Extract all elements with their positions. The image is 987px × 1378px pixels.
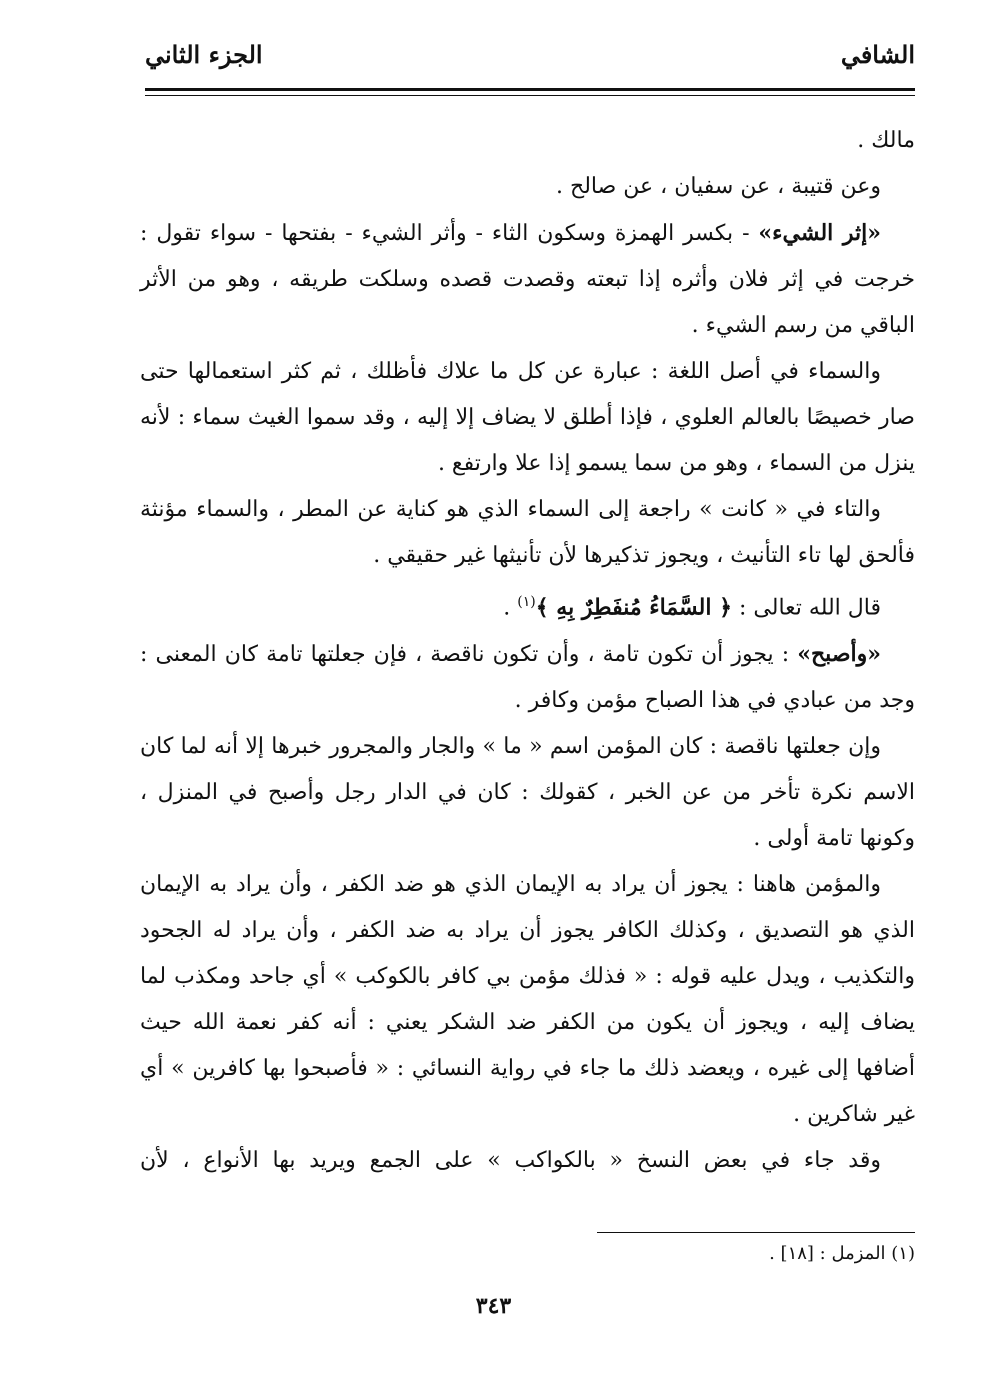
book-title: الشافي bbox=[840, 40, 915, 69]
paragraph-text: . bbox=[503, 595, 518, 621]
paragraph bbox=[140, 631, 915, 724]
paragraph: والتاء في « كانت » راجعة إلى السماء الذي هو كناية عن المطر ، والسماء مؤنثة فألحق لها تاء التأنيث ، ويجوز تذكيرها لأن تأنيثها غير حقيقي . bbox=[140, 497, 915, 568]
keyword: «إثر الشيء» bbox=[758, 220, 881, 246]
page-number: ٣٤٣ bbox=[475, 1293, 512, 1319]
paragraph-text: - بكسر الهمزة وسكون الثاء - وأثر الشيء - بفتحها - سواء تقول : خرجت في إثر فلان وأثره إذا تبعته وقصدت قصده وسلكت طريقه ، وهو من الأثر الباقي من رسم الشيء . bbox=[140, 221, 915, 338]
keyword: «وأصبح» bbox=[797, 641, 881, 668]
paragraph: وعن قتيبة ، عن سفيان ، عن صالح . bbox=[556, 174, 881, 199]
footnote-rule bbox=[597, 1232, 915, 1233]
quran-citation bbox=[140, 579, 915, 631]
running-header bbox=[145, 40, 915, 90]
main-text bbox=[140, 118, 915, 1184]
paragraph: وإن جعلتها ناقصة : كان المؤمن اسم « ما » والجار والمجرور خبرها إلا أنه لما كان الاسم نكرة تأخر من عن الخبر ، كقولك : كان في الدار رجل وأصبح في المنزل ، وكونها تامة أولى . bbox=[140, 734, 915, 852]
paragraph-text: قال الله تعالى : bbox=[732, 595, 881, 621]
paragraph bbox=[140, 210, 915, 349]
quran-verse: ﴿ السَّمَاءُ مُنفَطِرٌ بِهِ ﴾ bbox=[535, 594, 733, 621]
footnote-marker: (١) bbox=[517, 594, 536, 610]
paragraph: وقد جاء في بعض النسخ « بالكواكب » على الجمع ويريد بها الأنواع ، لأن bbox=[140, 1148, 881, 1174]
paragraph: والسماء في أصل اللغة : عبارة عن كل ما علاك فأظلك ، ثم كثر استعمالها حتى صار خصيصًا بالعالم العلوي ، فإذا أطلق لا يضاف إلا إليه ، وقد سموا الغيث سماء : لأنه ينزل من السماء ، وهو من سما يسمو إذا علا وارتفع . bbox=[140, 359, 915, 476]
footnote: (١) المزمل : [١٨] . bbox=[769, 1243, 915, 1264]
paragraph-text: : يجوز أن تكون تامة ، وأن تكون ناقصة ، فإن جعلتها تامة كان المعنى : وجد من عبادي في هذا الصباح مؤمن وكافر . bbox=[140, 642, 915, 714]
volume-label: الجزء الثاني bbox=[145, 40, 263, 69]
header-rule-thin bbox=[145, 95, 915, 96]
paragraph: والمؤمن هاهنا : يجوز أن يراد به الإيمان الذي هو ضد الكفر ، وأن يراد به الإيمان الذي هو التصديق ، وكذلك الكافر يجوز أن يراد به ضد الكفر ، وأن يراد له الجحود والتكذيب ، ويدل عليه قوله : « فذلك مؤمن بي كافر بالكوكب » أي جاحد ومكذب لما يضاف إليه ، ويجوز أن يكون من الكفر ضد الشكر يعني : أنه كفر نعمة الله حيث أضافها إلى غيره ، ويعضد ذلك ما جاء في رواية النسائي : « فأصبحوا بها كافرين » أي غير شاكرين . bbox=[140, 872, 915, 1128]
paragraph: مالك . bbox=[857, 128, 915, 153]
header-rule-thick bbox=[145, 88, 915, 91]
